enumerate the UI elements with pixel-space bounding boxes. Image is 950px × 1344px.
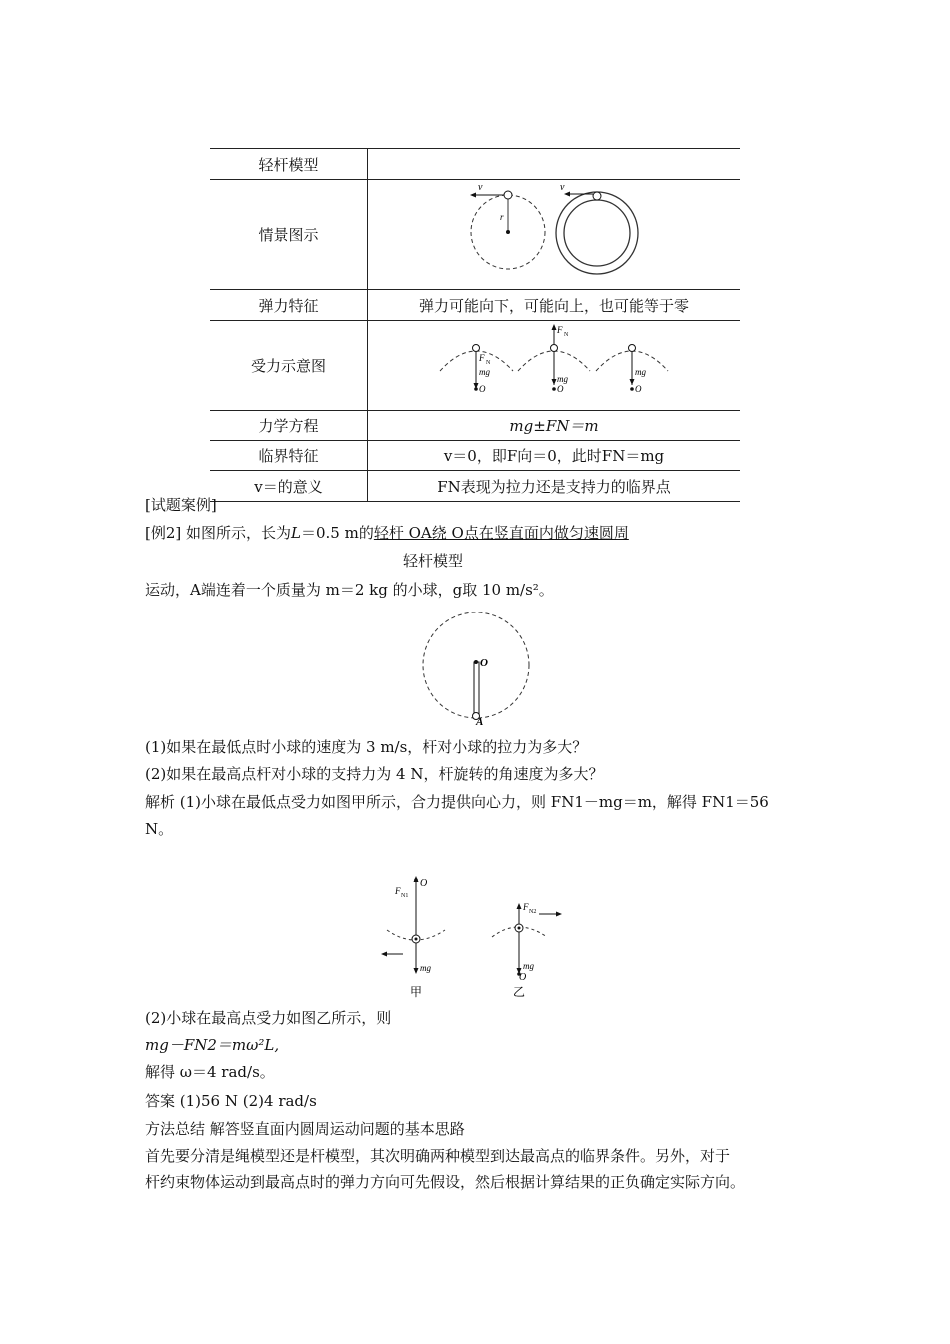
scene-diagram-cell xyxy=(368,180,741,290)
o-label: O xyxy=(479,384,486,394)
row-label-scene: 情景图示 xyxy=(210,180,368,290)
table-header-cell: 轻杆模型 xyxy=(210,149,368,180)
yi-label: 乙 xyxy=(513,985,526,999)
o1-label: O xyxy=(420,878,428,889)
example-l: L xyxy=(291,524,301,542)
fn-label: F xyxy=(479,353,485,363)
velocity-label: v xyxy=(478,182,483,193)
o2-label: O xyxy=(519,972,527,983)
mg2-label: mg xyxy=(523,961,534,971)
force-figures xyxy=(375,872,565,1002)
case-heading: [试题案例] xyxy=(145,496,217,514)
example-caption: 轻杆模型 xyxy=(403,552,464,570)
example-mid: ＝0.5 m的 xyxy=(301,524,374,542)
mg-label-2: mg xyxy=(557,374,568,384)
example-line-2: 运动，A端连着一个质量为 m＝2 kg 的小球，g取 10 m/s²。 xyxy=(145,581,554,599)
fn1-sub: N1 xyxy=(401,893,409,899)
o-label-2: O xyxy=(557,384,564,394)
summary-line-1: 首先要分清是绳模型还是杆模型，其次明确两种模型到达最高点的临界条件。另外，对于 xyxy=(145,1147,731,1165)
radius-label: r xyxy=(500,212,504,222)
fn-label-2: F xyxy=(557,325,563,335)
fn1-label: F xyxy=(395,886,401,896)
solution-line-4: mg－FN2＝mω²L, xyxy=(145,1036,280,1054)
question-1: (1)如果在最低点时小球的速度为 3 m/s，杆对小球的拉力为多大？ xyxy=(145,738,588,756)
scene-diagram xyxy=(368,180,740,285)
a-label: A xyxy=(476,716,484,728)
solution-line-1: 解析 (1)小球在最低点受力如图甲所示，合力提供向心力，则 FN1－mg＝m，解得 FN1＝56 xyxy=(145,793,769,811)
mg-label: mg xyxy=(479,367,490,377)
question-2: (2)如果在最高点杆对小球的支持力为 4 N，杆旋转的角速度为多大？ xyxy=(145,765,604,783)
row-value-critical: v＝0，即F向＝0，此时FN＝mg xyxy=(368,441,741,471)
mg-label-3: mg xyxy=(635,367,646,377)
summary-title: 方法总结 解答竖直面内圆周运动问题的基本思路 xyxy=(145,1120,465,1138)
row-value-equation: mg±FN＝m xyxy=(368,411,741,441)
example-line-1 xyxy=(145,523,629,543)
force-diagram xyxy=(368,321,740,406)
fn-sub-2: N xyxy=(564,332,569,338)
fn2-label: F xyxy=(523,902,529,912)
row-label-elastic: 弹力特征 xyxy=(210,290,368,321)
row-label-meaning: v＝的意义 xyxy=(210,471,368,502)
solution-line-5: 解得 ω＝4 rad/s。 xyxy=(145,1063,275,1081)
o-label: O xyxy=(480,657,488,669)
solution-line-2: N。 xyxy=(145,820,174,838)
row-value-elastic: 弹力可能向下，可能向上，也可能等于零 xyxy=(368,290,741,321)
rod-figure xyxy=(418,612,534,728)
velocity-label-tube: v xyxy=(560,182,565,193)
mg1-label: mg xyxy=(420,963,431,973)
example-prefix: [例2] 如图所示，长为 xyxy=(145,524,292,542)
light-rod-model-table xyxy=(210,148,740,502)
table-header-empty-cell xyxy=(368,149,741,180)
row-value-meaning: FN表现为拉力还是支持力的临界点 xyxy=(368,471,741,502)
summary-line-2: 杆约束物体运动到最高点时的弹力方向可先假设，然后根据计算结果的正负确定实际方向。 xyxy=(145,1173,746,1191)
row-label-equation: 力学方程 xyxy=(210,411,368,441)
fn2-sub: N2 xyxy=(529,909,537,915)
fn-sub: N xyxy=(486,360,491,366)
answer: 答案 (1)56 N (2)4 rad/s xyxy=(145,1092,317,1110)
example-underlined: 轻杆 OA绕 O点在竖直面内做匀速圆周 xyxy=(373,524,629,542)
force-diagram-cell xyxy=(368,321,741,411)
o-label-3: O xyxy=(635,384,642,394)
row-label-force: 受力示意图 xyxy=(210,321,368,411)
row-label-critical: 临界特征 xyxy=(210,441,368,471)
jia-label: 甲 xyxy=(410,985,423,999)
solution-line-3: (2)小球在最高点受力如图乙所示，则 xyxy=(145,1009,392,1027)
